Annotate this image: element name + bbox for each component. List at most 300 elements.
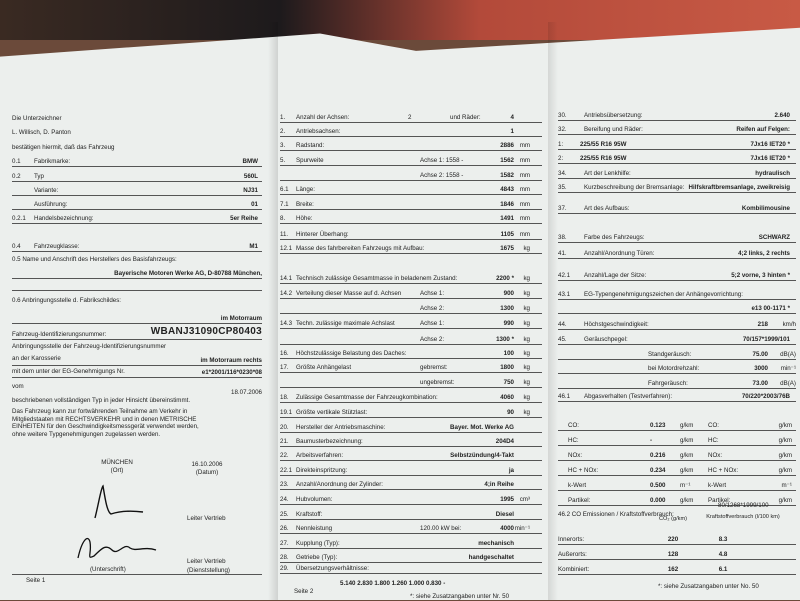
spec-number: 6.1 [280,186,289,193]
rule [558,258,796,259]
spec-row [558,170,796,178]
spec-value: 2200 * [496,275,514,282]
co2-row [558,536,796,544]
rule [280,372,542,373]
spec-value: 1300 * [496,336,514,343]
spec-unit: kg [523,364,530,371]
spec-value: 5;2 vorne, 3 hinten * [731,272,790,279]
spec-label: Abgasverhalten (Testverfahren): [584,393,673,400]
spec-row [558,126,796,134]
spec-row [280,481,542,489]
spec-value: 1800 [500,364,514,371]
spec-number: 1: [558,141,564,148]
spec-label: Technisch zulässige Gesamtmasse in beladenem Zustand: [296,275,458,282]
spec-sub-label: Achse 1: [420,290,445,297]
spec-row [558,184,796,192]
spec-unit: mm [519,201,530,208]
spec-value: 750 [503,379,514,386]
spec-row [558,272,796,280]
rule [280,562,542,563]
spec-row [280,511,542,519]
rule [12,209,262,210]
rule [280,165,542,166]
spec-number: 25. [280,511,289,518]
page-number-2: Seite 2 [294,588,314,595]
spec-unit: min⁻¹ [514,525,530,532]
spec-number: 2: [558,155,564,162]
co2-label: 46.2 CO Emissionen / Kraftstoffverbrauch: [558,511,674,518]
rule [558,445,796,446]
spec-label: Variante: [34,187,59,194]
body-label: an der Karosserie [12,355,61,362]
spec-unit: mm [519,172,530,179]
spec-row [558,351,796,359]
spec-number: 29. [280,565,289,572]
rule [280,136,542,137]
rule [280,223,542,224]
spec-unit: mm [519,157,530,164]
plate-value: im Motorraum [220,315,262,322]
spec-sub-label: 120.00 kW bei: [420,525,462,532]
described-text: beschriebenen vollständigen Typ in jeder Hinsicht übereinstimmt. [12,397,191,404]
rule [558,313,796,314]
spec-number: 32. [558,126,567,133]
spec-row [280,525,542,533]
signer-names: L. Willisch, D. Panton [12,129,71,136]
spec-number: 7.1 [280,201,289,208]
spec-number: 22. [280,452,289,459]
spec-number: 0.2.1 [12,215,26,222]
spec-value: 70/220*2003/76B [741,393,790,400]
spec-label: Größte Anhängelast [296,364,352,371]
spec-label: Anzahl der Achsen: [296,114,350,121]
spec-row [280,320,542,328]
spec-sub-label: 2 [408,114,412,121]
spec-row [280,336,542,344]
spec-row [558,155,796,163]
spec-number: 14.1 [280,275,293,282]
rule [12,223,262,224]
emission-label: HC + NOx: [568,467,599,474]
emission-value: 0.123 [650,422,666,429]
spec-row [12,158,262,166]
emission-unit-2: g/km [778,452,792,459]
spec-number: 26. [280,525,289,532]
spec-label: Fabrikmarke: [34,158,71,165]
vin-place-label: Anbringungsstelle der Fahrzeug-Identifizierungsnummer [12,343,167,350]
rule [280,150,542,151]
rule [558,544,796,545]
fuel-head: Kraftstoffverbrauch (l/100 km) [706,514,780,520]
spec-label: EG-Typengenehmigungszeichen der Anhängevorrichtung: [584,291,743,298]
rule [280,358,542,359]
spec-label: Kupplung (Typ): [296,540,340,547]
rule [280,313,542,314]
spec-unit: min⁻¹ [780,365,796,372]
spec-number: 14.3 [280,320,293,327]
spec-row [558,234,796,242]
spec-value: 1675 [500,245,514,252]
emission-label-2: k-Wert [708,482,727,489]
spec-unit: cm³ [519,496,530,503]
spec-number: 20. [280,424,289,431]
spec-row [280,379,542,387]
co2-row [558,566,796,574]
manufacturer-label: 0.5 Name und Anschrift des Herstellers des Basisfahrzeugs: [12,256,177,263]
page-1-column [12,0,262,600]
spec-number: 1. [280,114,286,121]
rule [558,242,796,243]
spec-value: Kombilimousine [741,205,790,212]
rule [280,504,542,505]
rule [558,280,796,281]
spec-value: 4;in Reihe [484,481,514,488]
spec-value: 1300 [500,305,514,312]
spec-label: Hersteller der Antriebsmaschine: [296,424,386,431]
spec-value: 90 [507,409,514,416]
rule [558,344,796,345]
spec-value: 4843 [500,186,514,193]
co2-standard: 80/1268*1999/100 [718,502,769,509]
emission-row [558,422,796,430]
rule [558,388,796,389]
rule [558,163,796,164]
rule [558,299,796,300]
emission-unit: g/km [680,467,694,474]
spec-number: 34. [558,170,567,177]
rule [558,460,796,461]
spec-label: Höhe: [296,215,313,222]
spec-value: ja [508,467,514,474]
spec-value: Diesel [495,511,514,518]
spec-sub-label: Achse 2: [420,336,445,343]
spec-label: Masse des fahrbereiten Fahrzeugs mit Aufbau: [296,245,425,252]
emission-unit-2: m⁻¹ [781,482,792,489]
spec-row [12,201,262,209]
rule [280,417,542,418]
fuel-value: 6.1 [718,566,728,573]
rule [280,122,542,123]
rule [558,490,796,491]
emission-label: Partikel: [568,497,591,504]
rule [558,559,796,560]
rule [280,298,542,299]
spec-label: Kraftstoff: [296,511,323,518]
rule [558,574,796,575]
emission-label-2: HC + NOx: [708,467,739,474]
place-sub: (Ort) [110,467,124,474]
spec-row [280,438,542,446]
spec-value: 1582 [500,172,514,179]
spec-value: hydraulisch [755,170,790,177]
rule [280,180,542,181]
footnote-3: *: siehe Zusatzangaben unter No. 50 [658,583,759,590]
rule [558,134,796,135]
vom-value: 18.07.2006 [231,389,262,396]
spec-number: 11. [280,231,289,238]
emission-value: 0.216 [650,452,666,459]
spec-label: Anzahl/Anordnung Türen: [584,250,655,257]
spec-label: Verteilung dieser Masse auf d. Achsen [296,290,402,297]
co2-row [558,551,796,559]
spec-label: Anzahl/Anordnung der Zylinder: [296,481,384,488]
spec-label: Nennleistung [296,525,333,532]
spec-number: 18. [280,394,289,401]
spec-number: 42.1 [558,272,571,279]
spec-value: handgeschaltet [468,554,514,561]
spec-number: 2. [280,128,286,135]
spec-unit: kg [523,350,530,357]
spec-label: bei Motordrehzahl: [648,365,700,372]
spec-sub-label: Achse 2: [420,305,445,312]
spec-label: Größte vertikale Stützlast: [296,409,368,416]
spec-label: Geräuschpegel: [584,336,628,343]
spec-value: 73.00 [752,380,768,387]
page-2-column [280,0,542,600]
rule [12,166,262,167]
spec-label: Arbeitsverfahren: [296,452,344,459]
spec-value: mechanisch [478,540,514,547]
rule [280,475,542,476]
spec-row [558,205,796,213]
rule [280,239,542,240]
spec-row [280,540,542,548]
spec-number: 41. [558,250,567,257]
spec-label: Breite: [296,201,314,208]
spec-row [558,112,796,120]
spec-number: 0.1 [12,158,21,165]
spec-number: 43.1 [558,291,571,298]
rule [558,475,796,476]
rule [280,387,542,388]
emission-label-2: NOx: [708,452,723,459]
spec-row [280,467,542,475]
emission-unit-2: g/km [778,467,792,474]
spec-label: Standgeräusch: [648,351,692,358]
spec-label: Baumusterbezeichnung: [296,438,363,445]
rule [280,253,542,254]
spec-unit: kg [523,336,530,343]
spec-row [280,554,542,562]
emission-value: 0.000 [650,497,666,504]
spec-row [280,275,542,283]
date-value: 16.10.2006 [191,461,223,468]
rule [558,401,796,402]
spec-label: Art der Lenkhilfe: [584,170,631,177]
spec-row [558,380,796,388]
spec-row [280,245,542,253]
spec-label: Hinterer Überhang: [296,231,349,238]
spec-value: 1846 [500,201,514,208]
spec-label: Art des Aufbaus: [584,205,630,212]
spec-value: 3000 [754,365,768,372]
spec-number: 35. [558,184,567,191]
spec-value: 70/157*1999/101 [742,336,790,343]
spec-row [280,201,542,209]
spec-number: 37. [558,205,567,212]
emission-label-2: HC: [708,437,719,444]
spec-row [280,172,542,180]
spec-row [12,173,262,181]
spec-value: 218 [757,321,768,328]
spec-value: 4 [510,114,514,121]
spec-label: Radstand: [296,142,325,149]
spec-sub-label: Achse 1: [420,320,445,327]
spec-label: Farbe des Fahrzeugs: [584,234,645,241]
rule [280,283,542,284]
rule [280,194,542,195]
spec-value: BMW [242,158,258,165]
role-2: Leiter Vertrieb [187,558,226,565]
spec-value: 1995 [500,496,514,503]
spec-label: 225/55 R16 95W [580,141,627,148]
co2-value: 162 [667,566,679,573]
spec-number: 19.1 [280,409,293,416]
spec-row [280,142,542,150]
co2-row-label: Kombiniert: [558,566,590,573]
spec-value: SCHWARZ [758,234,790,241]
emission-label: k-Wert [568,482,587,489]
spec-value: 560L [243,173,258,180]
rule [280,209,542,210]
spec-value: 1491 [500,215,514,222]
spec-sub-label: gebremst: [420,364,448,371]
spec-label: Antriebsachsen: [296,128,341,135]
spec-value: 5er Reihe [230,215,258,222]
emission-unit: g/km [680,497,694,504]
rule [558,120,796,121]
rule [280,533,542,534]
spec-sub-label: ungebremst: [420,379,455,386]
spec-row [280,496,542,504]
rule [12,195,262,196]
spec-value: 2886 [500,142,514,149]
emission-unit-2: g/km [778,437,792,444]
emission-row [558,437,796,445]
spec-row [280,128,542,136]
spec-value: 4060 [500,394,514,401]
spec-label: Handelsbezeichnung: [34,215,94,222]
spec-label: Höchstzulässige Belastung des Daches: [296,350,407,357]
spec-label: Höchstgeschwindigkeit: [584,321,649,328]
emission-row [558,482,796,490]
emission-unit: g/km [680,437,694,444]
spec-label: Techn. zulässige maximale Achslast [296,320,395,327]
spec-unit: mm [519,142,530,149]
spec-value: 01 [251,201,258,208]
spec-label: Anzahl/Lage der Sitze: [584,272,647,279]
spec-number: 16. [280,350,289,357]
spec-number: 0.2 [12,173,21,180]
spec-sub-label: Achse 2: 1558 - [420,172,464,179]
spec-row [280,215,542,223]
spec-value: 7Jx16 IET20 * [750,141,790,148]
vin-label: Fahrzeug-Identifizierungsnummer: [12,331,107,338]
spec-sub-label: Achse 1: 1558 - [420,157,464,164]
rule [12,251,262,252]
emission-value: 0.500 [650,482,666,489]
spec-number: 0.4 [12,243,21,250]
spec-value: 75.00 [752,351,768,358]
spec-row [558,393,796,401]
spec-value: 4000 [500,525,514,532]
spec-unit: kg [523,305,530,312]
spec-number: 30. [558,112,567,119]
co2-value: 128 [667,551,679,558]
spec-value: Reifen auf Felgen: [736,126,790,133]
emission-row [558,452,796,460]
spec-row [558,291,796,299]
spec-label: Getriebe (Typ): [296,554,338,561]
spec-row [280,231,542,239]
spec-unit: kg [523,409,530,416]
spec-row [280,394,542,402]
body-value: im Motorraum rechts [200,357,262,364]
emission-label: CO: [568,422,580,429]
co2-row-label: Innerorts: [558,536,585,543]
spec-label: Bereifung und Räder: [584,126,643,133]
rule [558,149,796,150]
spec-value: 1 [510,128,514,135]
spec-number: 44. [558,321,567,328]
plate-label: 0.6 Anbringungsstelle d. Fabrikschildes: [12,297,122,304]
spec-label: Länge: [296,186,315,193]
spec-value: 900 [503,290,514,297]
spec-value: e13 00-1171 * [751,305,790,312]
spec-unit: kg [523,245,530,252]
spec-value: Selbstzündung/4-Takt [450,452,514,459]
spec-row [280,424,542,432]
rule [280,573,542,574]
rule [280,548,542,549]
spec-unit: kg [523,320,530,327]
spec-unit: kg [523,394,530,401]
spec-row [558,141,796,149]
spec-row [280,157,542,165]
spec-unit: kg [523,275,530,282]
rule [558,192,796,193]
spec-number: 45. [558,336,567,343]
eg-value: e1*2001/116*0230*08 [201,369,262,376]
rule [280,328,542,329]
spec-row [12,243,262,251]
spec-unit: mm [519,186,530,193]
spec-value: Bayer. Mot. Werke AG [450,424,514,431]
spec-value: 1562 [500,157,514,164]
co2-head: CO₂ (g/km) [659,516,687,522]
spec-row [280,565,542,573]
spec-row [280,350,542,358]
spec-label-2: und Räder: [450,114,481,121]
signature-1 [87,482,147,522]
spec-value: 204D4 [495,438,514,445]
fuel-value: 8.3 [718,536,728,543]
spec-label: Zulässige Gesamtmasse der Fahrzeugkombination: [296,394,438,401]
spec-number: 8. [280,215,286,222]
spec-label: Hubvolumen: [296,496,333,503]
spec-value: Hilfskraftbremsanlage, zweikreisig [688,184,790,191]
rule [280,432,542,433]
spec-unit: km/h [782,321,796,328]
emission-value: - [650,437,653,444]
spec-unit: dB(A) [780,380,796,387]
spec-label: Spurweite [296,157,324,164]
rule [558,430,796,431]
intro-text: Die Unterzeichner [12,115,62,122]
co2-value: 220 [667,536,679,543]
co2-row-label: Außerorts: [558,551,587,558]
emission-unit: g/km [680,452,694,459]
